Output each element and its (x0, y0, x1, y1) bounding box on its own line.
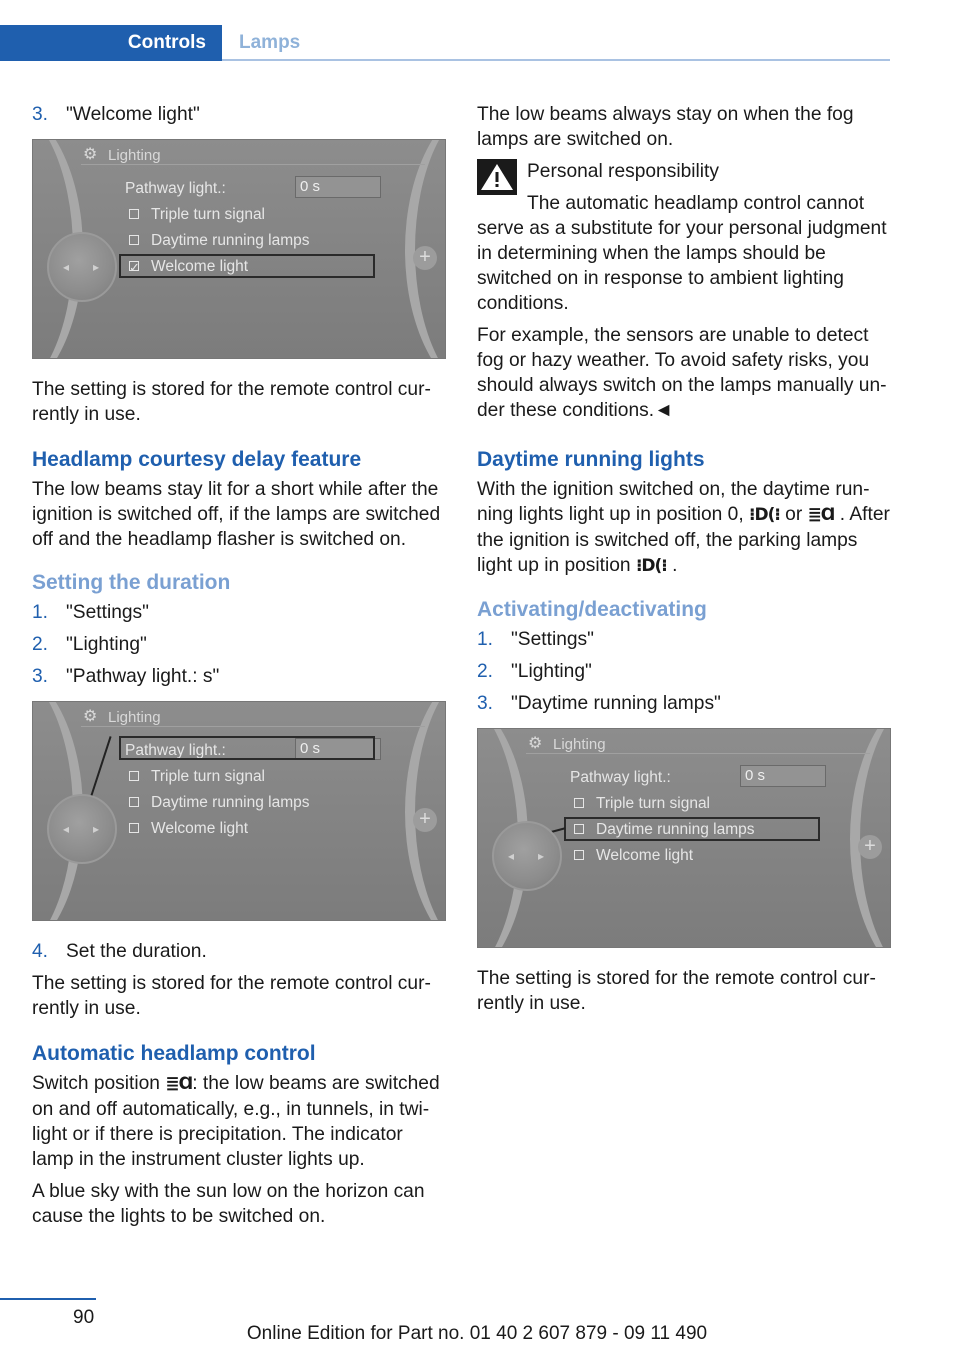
list-item (32, 939, 446, 964)
menu-item (129, 202, 265, 227)
step-text: "Settings" (511, 629, 594, 650)
paragraph: The low beams stay lit for a short while after the ignition is switched off, if the lamps are switched off and the headlamp flasher is switched on. (32, 479, 441, 550)
plus-icon: + (858, 835, 882, 859)
selection-leader-line (88, 736, 112, 803)
checkbox-icon (129, 209, 139, 219)
arrow-left-icon: ◂ (508, 849, 515, 863)
menu-item (574, 791, 710, 816)
controller-knob-icon (492, 821, 562, 891)
footer-rule (0, 1298, 96, 1300)
section-tab (0, 25, 222, 61)
paragraph: The setting is stored for the remote control currently in use. (32, 973, 431, 1019)
menu-item-label: Triple turn signal (151, 206, 266, 223)
step-text: "Lighting" (66, 634, 147, 655)
idrive-screen-pathway (32, 701, 446, 921)
menu-item (129, 816, 248, 841)
menu-item (574, 843, 693, 868)
screen-title: Lighting (108, 709, 161, 726)
header-rule (222, 59, 890, 61)
selection-highlight (564, 817, 820, 841)
screen-title-rule (526, 753, 870, 754)
pathway-value: 0 s (295, 176, 381, 198)
arrow-right-icon: ▸ (93, 822, 100, 836)
step-number: 3. (32, 666, 49, 687)
plus-icon: + (413, 808, 437, 832)
warning-block (477, 159, 891, 216)
paragraph (32, 1071, 446, 1172)
menu-item-label: Welcome light (596, 847, 694, 864)
step-number: 1. (477, 629, 494, 650)
menu-item-label: Daytime running lamps (596, 821, 755, 838)
controller-knob-icon (47, 232, 117, 302)
right-column (477, 102, 891, 1023)
menu-item-label: Welcome light (151, 820, 249, 837)
left-column (32, 102, 446, 1236)
step-number: 1. (32, 602, 49, 623)
paragraph (477, 477, 891, 579)
list-item (32, 102, 446, 127)
checkbox-icon (129, 797, 139, 807)
screen-title-rule (81, 726, 425, 727)
menu-item (129, 790, 310, 815)
paragraph: A blue sky with the sun low on the horizon can cause the lights to be switched on. (32, 1181, 425, 1227)
step-text: "Lighting" (511, 661, 592, 682)
auto-headlamp-icon: ≣Ɑ (807, 505, 835, 525)
warning-text-continued: serve as a substitute for your personal judgment in determining when the lamps should be switched on in response to ambient lighting conditions. (477, 218, 887, 314)
checkbox-icon (129, 771, 139, 781)
pathway-label: Pathway light.: (125, 742, 226, 759)
text-span: With the ignition switched on, the daytime running lights light up in position 0, (477, 479, 870, 525)
paragraph: For example, the sensors are unable to detect fog or hazy weather. To avoid safety risks, you should always switch on the lamps manually under these conditions.◄ (477, 325, 887, 421)
checkbox-icon (129, 235, 139, 245)
section-heading: Daytime running lights (477, 448, 705, 471)
list-item (32, 664, 446, 689)
text-span: or (785, 504, 803, 525)
list-item (32, 632, 446, 657)
gear-icon: ⚙ (528, 735, 543, 752)
checkbox-icon (574, 798, 584, 808)
screen-title: Lighting (108, 147, 161, 164)
pathway-value: 0 s (740, 765, 826, 787)
menu-item-label: Triple turn signal (151, 768, 266, 785)
gear-icon: ⚙ (83, 146, 98, 163)
selection-highlight (119, 254, 375, 278)
text-span: : the low beams are switched on and off automatically, e.g., in tunnels, in twilight or if there is precipitation. The indicator lamp in the instrument cluster lights up. (32, 1073, 440, 1170)
step-text: "Settings" (66, 602, 149, 623)
selection-highlight (119, 736, 375, 760)
subsection-heading: Setting the duration (32, 571, 231, 594)
step-number: 2. (32, 634, 49, 655)
step-number: 3. (32, 104, 49, 125)
text-span: . After the ignition is switched off, the parking lamps light up in position (477, 504, 890, 576)
plus-icon: + (413, 246, 437, 270)
arrow-left-icon: ◂ (63, 822, 70, 836)
parking-lamps-icon: ⁝D(⁝ (749, 505, 780, 525)
step-number: 3. (477, 693, 494, 714)
menu-item-label: Triple turn signal (596, 795, 711, 812)
menu-item-label: Daytime running lamps (151, 794, 310, 811)
controller-knob-icon (47, 794, 117, 864)
step-number: 2. (477, 661, 494, 682)
warning-text: The automatic headlamp control cannot (527, 193, 865, 214)
auto-headlamp-icon: ≣Ɑ (165, 1074, 193, 1094)
idrive-screen-welcome (32, 139, 446, 359)
arrow-left-icon: ◂ (63, 260, 70, 274)
menu-item-label: Daytime running lamps (151, 232, 310, 249)
pathway-value: 0 s (295, 738, 381, 760)
text-span: Switch position (32, 1073, 160, 1094)
topic-title: Lamps (239, 32, 301, 53)
list-item (477, 627, 891, 652)
gear-icon: ⚙ (83, 708, 98, 725)
section-title: Controls (127, 32, 206, 53)
subsection-heading: Activating/deactivating (477, 598, 707, 621)
pathway-label: Pathway light.: (570, 769, 671, 786)
pathway-label: Pathway light.: (125, 180, 226, 197)
idrive-screen-daytime (477, 728, 891, 948)
menu-item-label: Welcome light (151, 258, 249, 275)
section-heading: Automatic headlamp control (32, 1042, 316, 1065)
step-text: "Pathway light.: s" (66, 666, 220, 687)
paragraph: The low beams always stay on when the fog lamps are switched on. (477, 104, 854, 150)
list-item (477, 691, 891, 716)
screen-title: Lighting (553, 736, 606, 753)
arrow-right-icon: ▸ (538, 849, 545, 863)
checked-box-icon: ✓ (129, 260, 140, 275)
paragraph: The setting is stored for the remote control currently in use. (477, 968, 876, 1014)
list-item (32, 600, 446, 625)
text-span: . (672, 555, 678, 576)
step-number: 4. (32, 941, 49, 962)
warning-triangle-icon (477, 159, 517, 195)
section-heading: Headlamp courtesy delay feature (32, 448, 362, 471)
paragraph: The setting is stored for the remote control currently in use. (32, 379, 431, 425)
list-item (477, 659, 891, 684)
screen-title-rule (81, 164, 425, 165)
checkbox-icon (129, 823, 139, 833)
checkbox-icon (574, 850, 584, 860)
menu-item (129, 764, 265, 789)
arrow-right-icon: ▸ (93, 260, 100, 274)
warning-title: Personal responsibility (527, 161, 719, 182)
step-text: "Welcome light" (66, 104, 200, 125)
page-number: 90 (73, 1307, 95, 1328)
edition-note: Online Edition for Part no. 01 40 2 607 879 - 09 11 490 (246, 1323, 708, 1344)
menu-item (129, 228, 310, 253)
step-text: "Daytime running lamps" (511, 693, 721, 714)
step-text: Set the duration. (66, 941, 207, 962)
parking-lamps-icon: ⁝D(⁝ (635, 556, 667, 576)
